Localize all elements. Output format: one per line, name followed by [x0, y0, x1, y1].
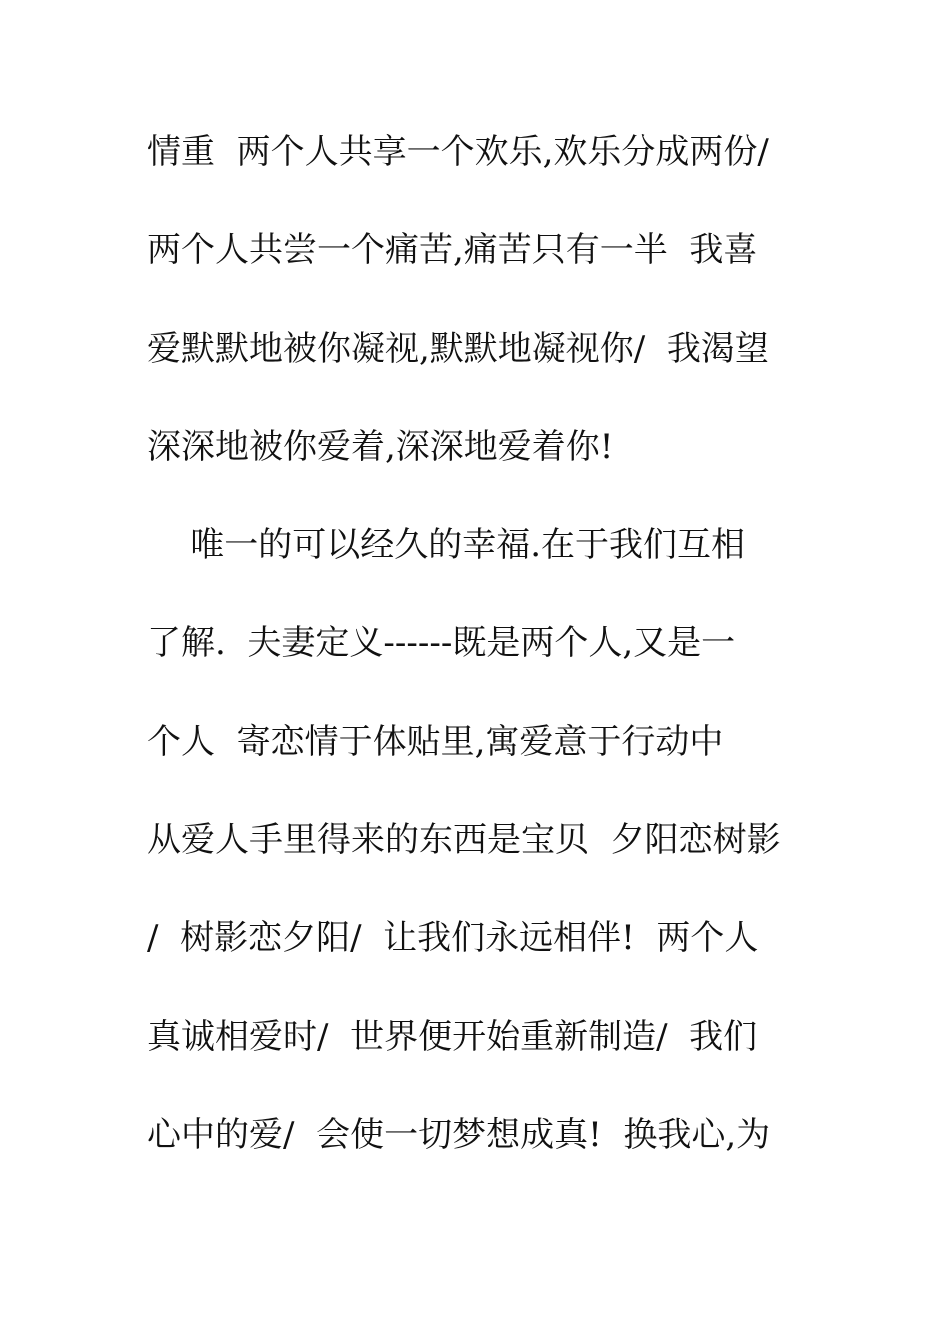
text-line: / 树影恋夕阳/ 让我们永远相伴! 两个人: [147, 918, 759, 959]
text-line: 了解. 夫妻定义------既是两个人,又是一: [147, 623, 736, 664]
text-line: 个人 寄恋情于体贴里,寓爱意于行动中: [147, 721, 724, 762]
text-line: 真诚相爱时/ 世界便开始重新制造/ 我们: [147, 1016, 758, 1057]
text-line: 两个人共尝一个痛苦,痛苦只有一半 我喜: [147, 230, 758, 271]
text-line: 情重 两个人共享一个欢乐,欢乐分成两份/: [147, 132, 769, 172]
body-text: [147, 128, 807, 1209]
text-line: 唯一的可以经久的幸福.在于我们互相: [147, 525, 746, 566]
text-line: 心中的爱/ 会使一切梦想成真! 换我心,为: [147, 1114, 771, 1155]
text-line: 从爱人手里得来的东西是宝贝 夕阳恋树影: [147, 820, 781, 861]
text-line: 深深地被你爱着,深深地爱着你!: [147, 426, 614, 467]
text-line: 爱默默地被你凝视,默默地凝视你/ 我渴望: [147, 328, 769, 369]
